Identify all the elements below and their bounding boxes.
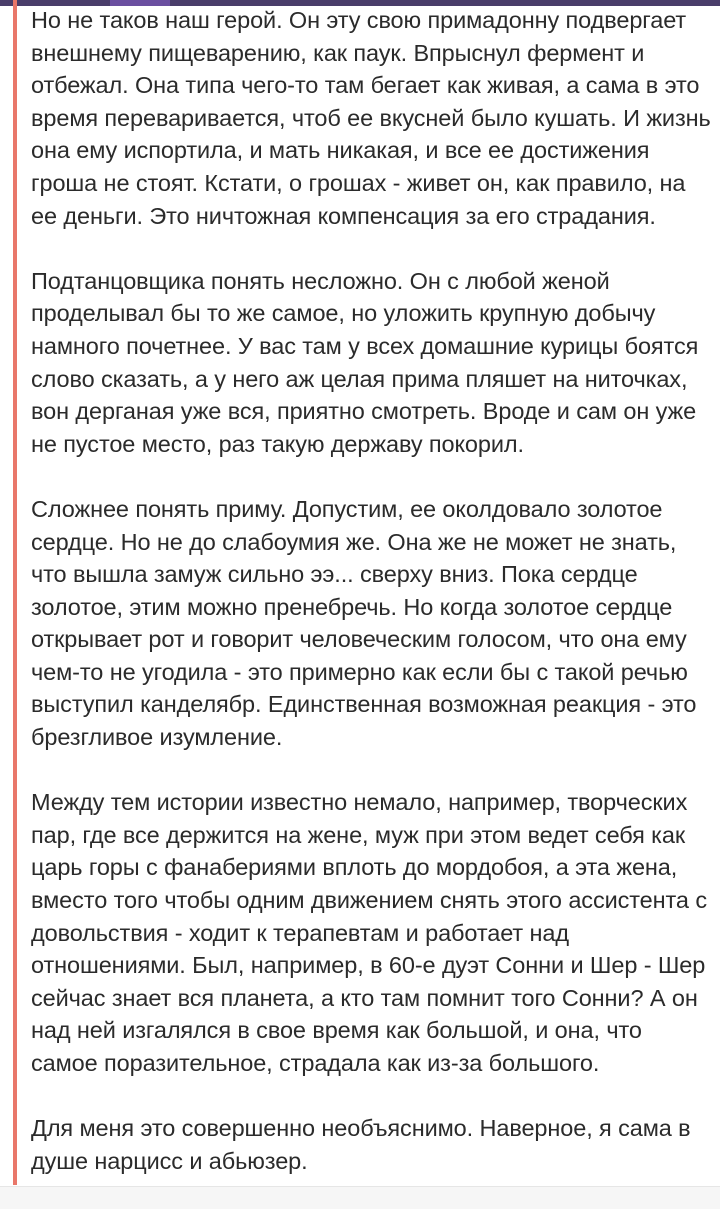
bottom-panel: [0, 1186, 720, 1209]
comment-body: [31, 4, 713, 1177]
paragraph: Между тем истории известно немало, например, творческих пар, где все держится на жене, муж при этом ведет себя как царь горы с фанабериями вплоть до мордобоя, а эта жена, вместо того чтобы одним движением снять этого ассистента с довольствия - ходит к терапевтам и работает над отношениями. Был, например, в 60-е дуэт Сонни и Шер - Шер сейчас знает вся планета, а кто там помнит того Сонни? А он над ней изгалялся в свое время как большой, и она, что самое поразительное, страдала как из-за большого.: [31, 789, 707, 1076]
paragraph: Для меня это совершенно необъяснимо. Наверное, я сама в душе нарцисс и абьюзер.: [31, 1115, 691, 1174]
paragraph: Сложнее понять приму. Допустим, ее околдовало золотое сердце. Но не до слабоумия же. Она же не может не знать, что вышла замуж сильно ээ... сверху вниз. Пока сердце золотое, этим можно пренебречь. Но когда золотое сердце открывает рот и говорит человеческим голосом, что она ему чем-то не угодила - это примерно как если бы с такой речью выступил канделябр. Единственная возможная реакция - это брезгливое изумление.: [31, 495, 697, 751]
quote-border: [13, 0, 17, 1185]
paragraph: Подтанцовщика понять несложно. Он с любой женой проделывал бы то же самое, но уложить крупную добычу намного почетнее. У вас там у всех домашние курицы боятся слово сказать, а у него аж целая прима пляшет на ниточках, вон дерганая уже вся, приятно смотреть. Вроде и сам он уже не пустое место, раз такую державу покорил.: [31, 267, 699, 457]
paragraph: Но не таков наш герой. Он эту свою примадонну подвергает внешнему пищеварению, как паук. Впрыснул фермент и отбежал. Она типа чего-то там бегает как живая, а сама в это время переваривается, чтоб ее вкусней было кушать. И жизнь она ему испортила, и мать никакая, и все ее достижения гроша не стоят. Кстати, о грошах - живет он, как правило, на ее деньги. Это ничтожная компенсация за его страдания.: [31, 7, 711, 229]
